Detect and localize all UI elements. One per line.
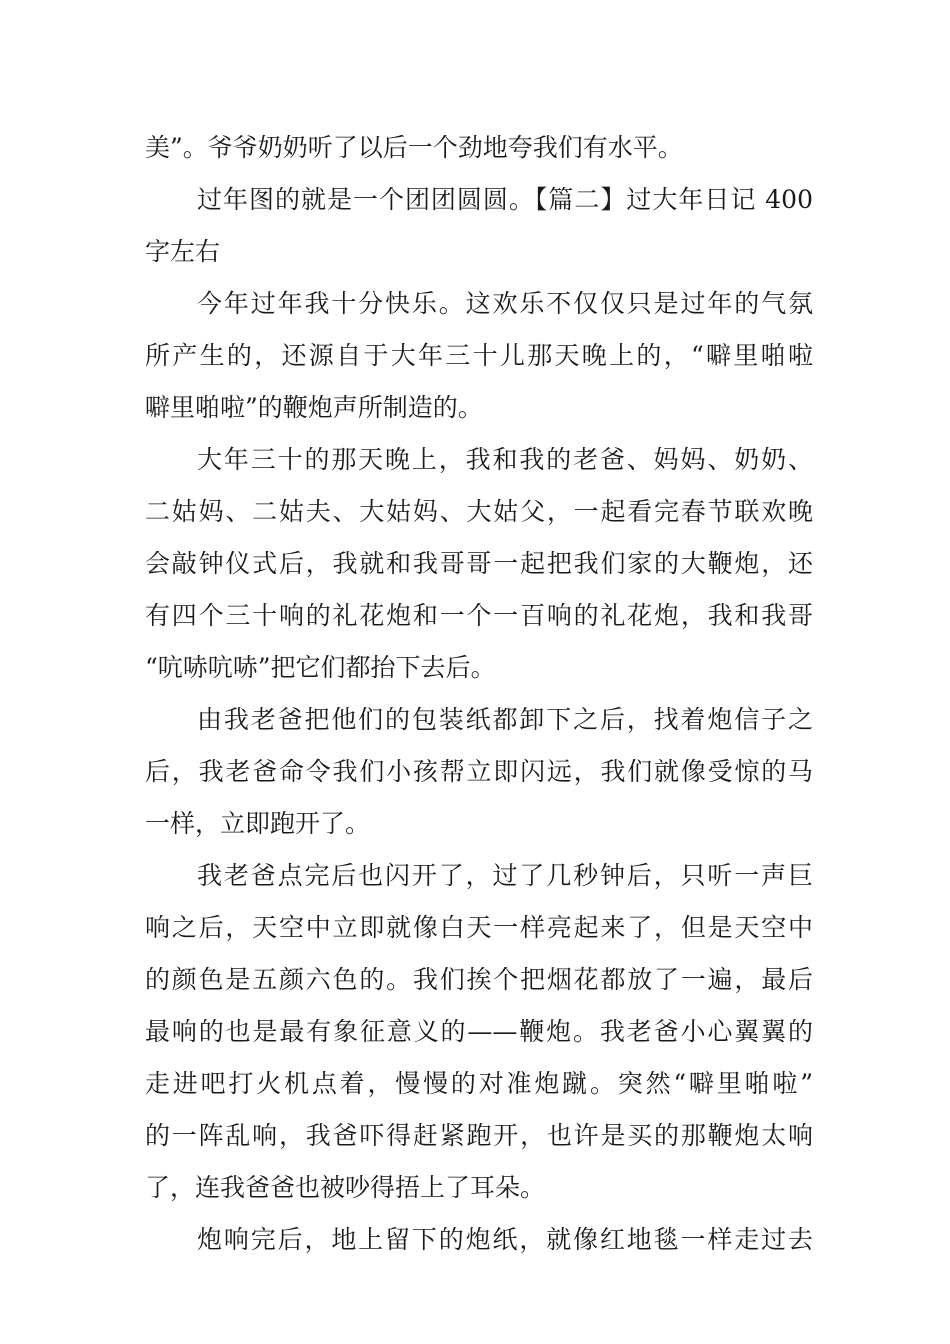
text-line: 响之后，天空中立即就像白天一样亮起来了，但是天空中 [145,913,813,942]
text-line: 有四个三十响的礼花炮和一个一百响的礼花炮，我和我哥 [145,601,813,630]
text-line: 由我老爸把他们的包装纸都卸下之后，找着炮信子之 [197,705,813,734]
text-line: 字左右 [145,237,221,266]
text-line: “吭哧吭哧”把它们都抬下去后。 [145,653,496,682]
text-line: 所产生的，还源自于大年三十儿那天晚上的，“噼里啪啦 [145,341,813,370]
document-page [145,122,813,1266]
text-line: 走进吧打火机点着，慢慢的对准炮蹴。突然“噼里啪啦” [145,1069,813,1098]
text-line: 最响的也是最有象征意义的——鞭炮。我老爸小心翼翼的 [145,1017,813,1046]
text-line: 会敲钟仪式后，我就和我哥哥一起把我们家的大鞭炮，还 [145,549,813,578]
text-line: 二姑妈、二姑夫、大姑妈、大姑父，一起看完春节联欢晚 [145,497,813,526]
text-line: 后，我老爸命令我们小孩帮立即闪远，我们就像受惊的马 [145,757,813,786]
text-line: 今年过年我十分快乐。这欢乐不仅仅只是过年的气氛 [197,289,813,318]
text-line: 噼里啪啦”的鞭炮声所制造的。 [145,393,483,422]
text-line: 了，连我爸爸也被吵得捂上了耳朵。 [145,1173,546,1202]
text-line: 大年三十的那天晚上，我和我的老爸、妈妈、奶奶、 [197,445,813,474]
text-line: 的一阵乱响，我爸吓得赶紧跑开，也许是买的那鞭炮太响 [145,1121,813,1150]
text-line: 美”。爷爷奶奶听了以后一个劲地夸我们有水平。 [145,133,683,162]
text-line: 我老爸点完后也闪开了，过了几秒钟后，只听一声巨 [197,861,813,890]
text-line: 一样，立即跑开了。 [145,809,371,838]
text-line: 炮响完后，地上留下的炮纸，就像红地毯一样走过去 [197,1225,813,1254]
text-line: 过年图的就是一个团团圆圆。【篇二】过大年日记 400 [197,185,813,214]
text-line: 的颜色是五颜六色的。我们挨个把烟花都放了一遍，最后 [145,965,813,994]
